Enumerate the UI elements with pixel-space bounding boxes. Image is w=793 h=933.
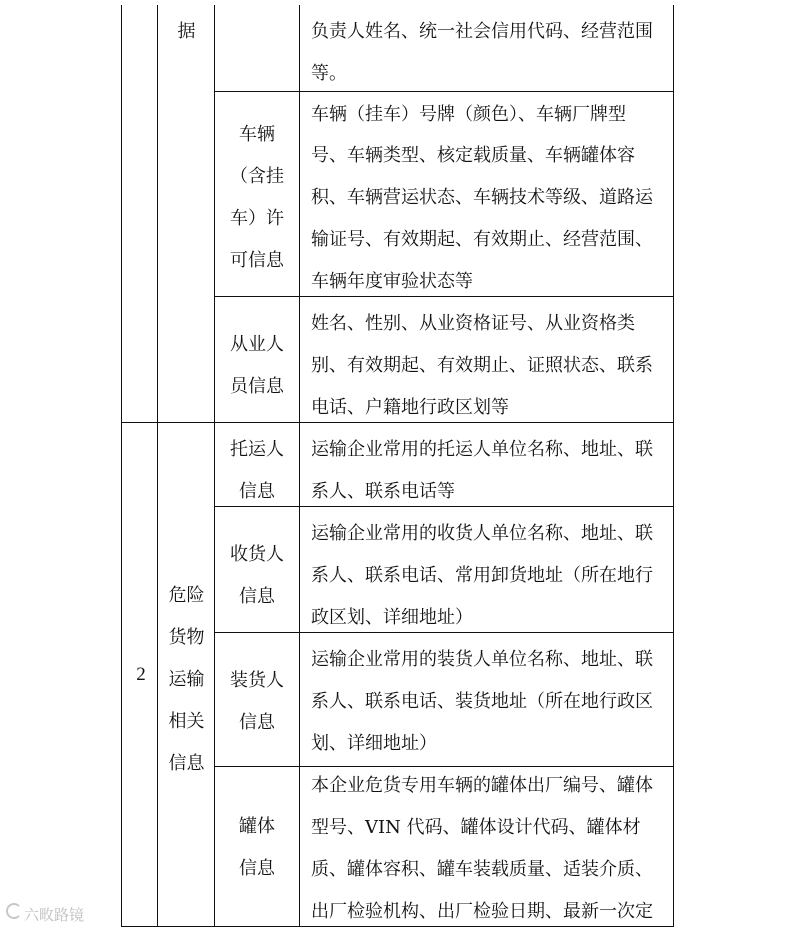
- desc-line: 电话、户籍地行政区划等: [311, 397, 509, 418]
- desc-line: 政区划、详细地址）: [311, 607, 473, 628]
- cell-label: 可信息: [230, 250, 284, 271]
- row-number: 2: [136, 664, 146, 685]
- category-label: 运输: [168, 669, 205, 690]
- watermark-text: 六畋路镜: [24, 906, 85, 924]
- table-rule: [121, 926, 674, 927]
- category-label: 相关: [168, 711, 205, 732]
- cell-label: 收货人: [230, 544, 284, 565]
- table-rule: [214, 91, 674, 92]
- desc-line: 车辆（挂车）号牌（颜色）、车辆厂牌型: [311, 104, 626, 125]
- table-rule: [121, 422, 674, 423]
- table-border-left: [121, 5, 122, 927]
- category-fragment: 据: [177, 21, 196, 42]
- table-rule: [214, 296, 674, 297]
- desc-line: 姓名、性别、从业资格证号、从业资格类: [311, 313, 635, 334]
- cell-label: 员信息: [230, 376, 284, 397]
- cell-label: 信息: [239, 586, 275, 607]
- cell-label: 信息: [239, 712, 275, 733]
- category-label: 危险: [168, 585, 205, 606]
- desc-line: 质、罐体容积、罐车装载质量、适装介质、: [311, 859, 653, 880]
- desc-line: 系人、联系电话、常用卸货地址（所在地行: [311, 565, 653, 586]
- cell-label: 托运人: [230, 439, 284, 460]
- desc-line: 别、有效期起、有效期止、证照状态、联系: [311, 355, 653, 376]
- watermark-logo-icon: [6, 903, 22, 919]
- desc-line: 号、车辆类型、核定载质量、车辆罐体容: [311, 145, 635, 166]
- cell-label: 从业人: [230, 334, 284, 355]
- desc-line: 型号、VIN 代码、罐体设计代码、罐体材: [311, 817, 641, 838]
- desc-line: 负责人姓名、统一社会信用代码、经营范围: [311, 21, 653, 42]
- desc-line: 运输企业常用的收货人单位名称、地址、联: [311, 523, 653, 544]
- table-rule: [214, 506, 674, 507]
- table-border-col1: [157, 5, 158, 927]
- table-rule: [214, 766, 674, 767]
- desc-line: 积、车辆营运状态、车辆技术等级、道路运: [311, 187, 653, 208]
- desc-line: 系人、联系电话、装货地址（所在地行政区: [311, 691, 653, 712]
- desc-line: 输证号、有效期起、有效期止、经营范围、: [311, 229, 653, 250]
- cell-label: 信息: [239, 858, 275, 879]
- cell-label: 信息: [239, 481, 275, 502]
- desc-line: 出厂检验机构、出厂检验日期、最新一次定: [311, 901, 653, 922]
- desc-line: 本企业危货专用车辆的罐体出厂编号、罐体: [311, 775, 653, 796]
- desc-line: 划、详细地址）: [311, 733, 437, 754]
- table-rule: [214, 632, 674, 633]
- desc-line: 系人、联系电话等: [311, 481, 455, 502]
- cell-label: 罐体: [239, 816, 275, 837]
- category-label: 货物: [168, 627, 205, 648]
- desc-line: 等。: [311, 63, 347, 84]
- cell-label: （含挂: [230, 166, 284, 187]
- desc-line: 运输企业常用的托运人单位名称、地址、联: [311, 439, 653, 460]
- table-border-right: [673, 5, 674, 927]
- desc-line: 运输企业常用的装货人单位名称、地址、联: [311, 649, 653, 670]
- cell-label: 装货人: [230, 670, 284, 691]
- desc-line: 车辆年度审验状态等: [311, 271, 473, 292]
- cell-label: 车辆: [239, 124, 275, 145]
- cell-label: 车）许: [230, 208, 284, 229]
- category-label: 信息: [168, 753, 205, 774]
